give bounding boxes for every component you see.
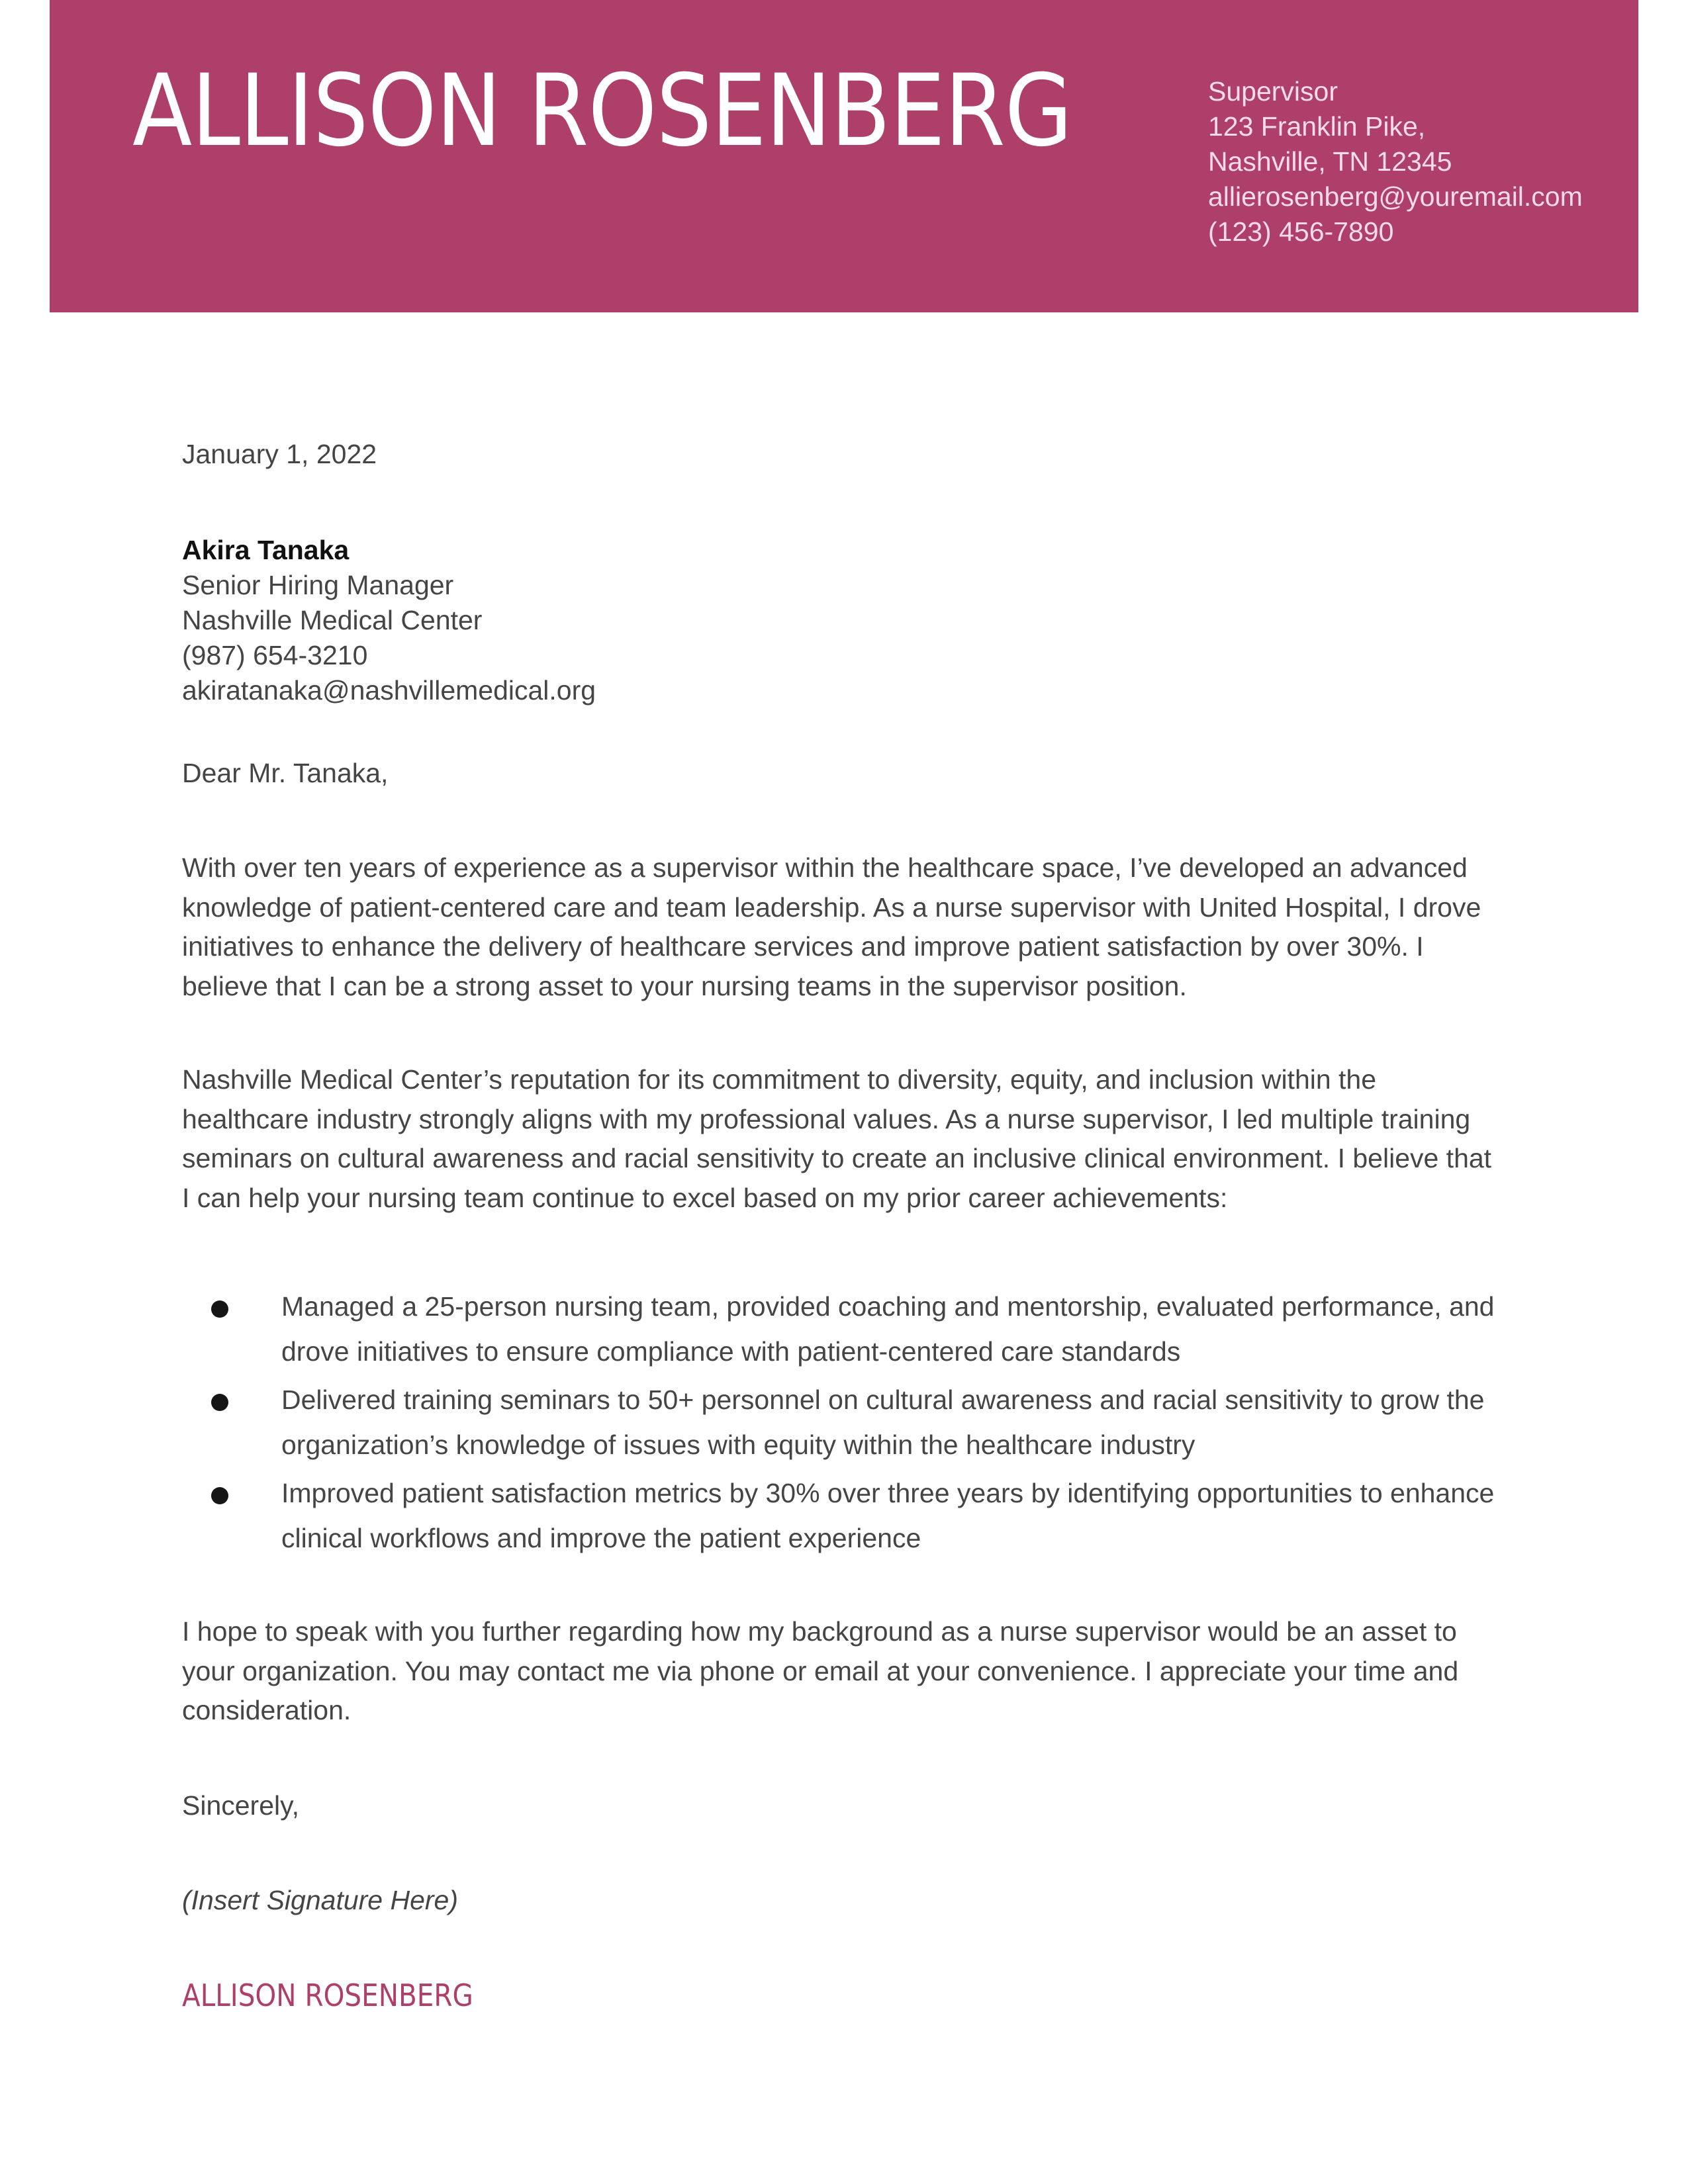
body-paragraph: With over ten years of experience as a supervisor within the healthcare space, I’ve developed an advanced knowledge of patient-centered care and team leadership. As a nurse supervisor with United Hospital, I drove initiatives to enhance the delivery of healthcare services and improve patient satisfaction by over 30%. I believe that I can be a strong asset to your nursing teams in the supervisor position. — [182, 852, 1481, 1001]
recipient-name: Akira Tanaka — [182, 535, 350, 565]
header-job-title: Supervisor — [1208, 76, 1338, 107]
header-address-line1: 123 Franklin Pike, — [1208, 111, 1426, 142]
list-item-text: Managed a 25-person nursing team, provided coaching and mentorship, evaluated performance, and drove initiatives to ensure compliance with patient-centered care standards — [281, 1291, 1495, 1367]
list-item-text: Delivered training seminars to 50+ personnel on cultural awareness and racial sensitivity to grow the organization’s knowledge of issues with equity within the healthcare industry — [281, 1385, 1485, 1460]
header-name: ALLISON ROSENBERG — [132, 54, 1072, 169]
closing: Sincerely, — [182, 1790, 299, 1821]
header-address-line2: Nashville, TN 12345 — [1208, 146, 1452, 177]
greeting: Dear Mr. Tanaka, — [182, 758, 389, 788]
list-item — [182, 1377, 1506, 1467]
body-paragraph: Nashville Medical Center’s reputation for its commitment to diversity, equity, and inclusion within the healthcare industry strongly aligns with my professional values. As a nurse supervisor, I led multiple training seminars on cultural awareness and racial sensitivity to create an inclusive clinical environment. I believe that I can help your nursing team continue to excel based on my prior career achievements: — [182, 1064, 1492, 1213]
signature-placeholder: (Insert Signature Here) — [182, 1885, 459, 1915]
list-item — [182, 1471, 1506, 1561]
recipient-title: Senior Hiring Manager — [182, 570, 454, 600]
header-phone: (123) 456-7890 — [1208, 216, 1394, 247]
list-item — [182, 1284, 1506, 1374]
header-email: allierosenberg@youremail.com — [1208, 181, 1583, 212]
header-contact-block — [1208, 74, 1583, 250]
letter-date: January 1, 2022 — [182, 439, 377, 469]
recipient-email: akiratanaka@nashvillemedical.org — [182, 675, 596, 705]
body-paragraph: I hope to speak with you further regarding how my background as a nurse supervisor would be an asset to your organization. You may contact me via phone or email at your convenience. I appreciate your time and consideration. — [182, 1616, 1459, 1725]
recipient-organization: Nashville Medical Center — [182, 605, 483, 635]
bullet-dot-icon — [211, 1394, 228, 1411]
recipient-block — [182, 533, 596, 708]
bullet-dot-icon — [211, 1487, 228, 1504]
list-item-text: Improved patient satisfaction metrics by 30% over three years by identifying opportunities to enhance clinical workflows and improve the patient experience — [281, 1478, 1495, 1553]
bullet-dot-icon — [211, 1300, 228, 1318]
signoff-name: ALLISON ROSENBERG — [182, 1978, 473, 2013]
achievements-list — [182, 1284, 1506, 1564]
recipient-phone: (987) 654-3210 — [182, 640, 368, 670]
header-banner — [50, 0, 1638, 312]
